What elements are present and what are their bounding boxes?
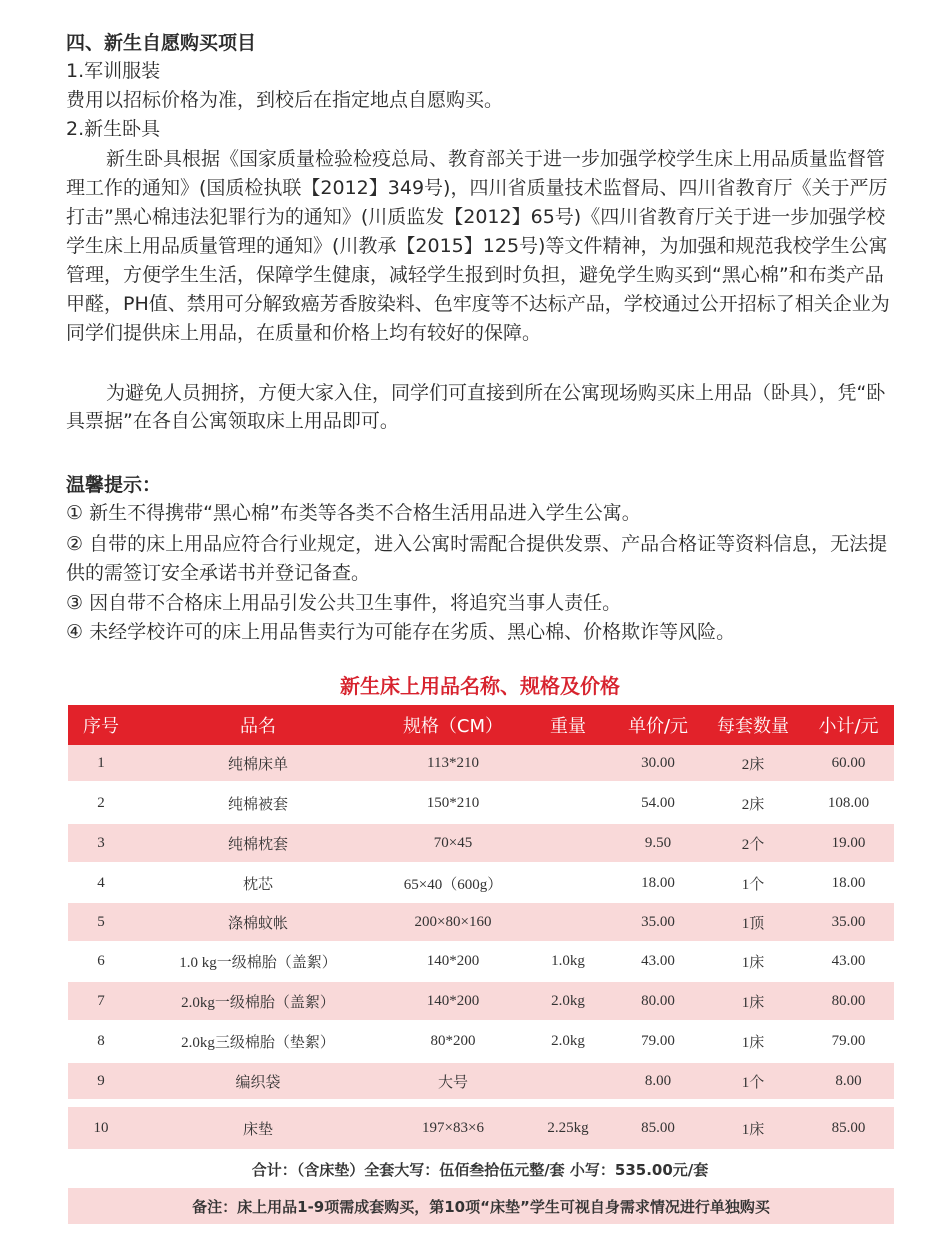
- cell-price: 8.00: [644, 1072, 672, 1089]
- cell-no: 10: [93, 1119, 109, 1136]
- item2-title: 2.新生卧具: [66, 118, 161, 140]
- tip-item: ④ 未经学校许可的床上用品售卖行为可能存在劣质、黑心棉、价格欺诈等风险。: [66, 621, 736, 643]
- header-cell: 品名: [240, 716, 276, 737]
- cell-name: 2.0kg三级棉胎（垫絮）: [181, 1034, 335, 1051]
- cell-no: 4: [97, 874, 105, 891]
- cell-subtotal: 108.00: [827, 794, 870, 811]
- table-row: [68, 824, 894, 862]
- cell-no: 9: [97, 1072, 105, 1089]
- header-cell: 每套数量: [717, 716, 789, 737]
- cell-subtotal: 18.00: [831, 874, 866, 891]
- cell-price: 79.00: [641, 1032, 675, 1049]
- cell-price: 35.00: [641, 913, 675, 930]
- table-row: [68, 942, 894, 980]
- table-row: [68, 1021, 894, 1061]
- cell-weight: 1.0kg: [551, 952, 585, 969]
- cell-qty: 2个: [741, 836, 765, 853]
- table-row: [68, 982, 894, 1020]
- table-header: [68, 705, 894, 745]
- cell-no: 7: [97, 992, 105, 1009]
- table-row: [68, 784, 894, 822]
- cell-name: 编织袋: [235, 1074, 281, 1091]
- cell-weight: 2.0kg: [551, 992, 585, 1009]
- tips-title: 温馨提示：: [66, 474, 162, 496]
- cell-spec: 197×83×6: [422, 1119, 484, 1136]
- cell-weight: [533, 745, 603, 781]
- table-row: [68, 745, 894, 781]
- table-row: [68, 864, 894, 902]
- cell-price: 80.00: [641, 992, 675, 1009]
- cell-qty: 1个: [741, 1074, 765, 1091]
- header-cell: 单价/元: [627, 716, 689, 737]
- tip-item: ② 自带的床上用品应符合行业规定，进入公寓时需配合提供发票、产品合格证等资料信息，无法提供的需签订安全承诺书并登记备查。: [66, 533, 888, 584]
- cell-subtotal: 35.00: [831, 913, 866, 930]
- cell-qty: 1顶: [741, 915, 765, 932]
- header-cell: 重量: [550, 716, 586, 737]
- cell-qty: 2床: [741, 796, 765, 813]
- cell-qty: 1床: [741, 954, 765, 971]
- cell-price: 9.50: [644, 834, 672, 851]
- cell-subtotal: 85.00: [831, 1119, 866, 1136]
- cell-no: 1: [97, 754, 105, 771]
- cell-spec: 150*210: [426, 794, 480, 811]
- cell-spec: 200×80×160: [414, 913, 492, 930]
- item1-text: 费用以招标价格为准，到校后在指定地点自愿购买。: [66, 89, 504, 111]
- tip-item: ③ 因自带不合格床上用品引发公共卫生事件，将追究当事人责任。: [66, 592, 622, 614]
- table-row: [68, 1107, 894, 1149]
- cell-weight: [533, 864, 603, 902]
- table-title: 新生床上用品名称、规格及价格: [340, 674, 620, 698]
- cell-weight: [533, 903, 603, 941]
- cell-spec: 大号: [437, 1074, 468, 1091]
- cell-name: 涤棉蚊帐: [227, 915, 288, 932]
- cell-qty: 2床: [741, 756, 765, 773]
- cell-subtotal: 43.00: [831, 952, 866, 969]
- cell-name: 纯棉枕套: [227, 836, 288, 853]
- cell-spec: 140*200: [426, 952, 480, 969]
- cell-name: 床垫: [242, 1121, 273, 1138]
- table-note: 备注：床上用品1-9项需成套购买，第10项“床垫”学生可视自身需求情况进行单独购买: [68, 1188, 894, 1224]
- cell-no: 8: [97, 1032, 105, 1049]
- tip-item: ① 新生不得携带“黑心棉”布类等各类不合格生活用品进入学生公寓。: [66, 502, 641, 524]
- cell-qty: 1床: [741, 1121, 765, 1138]
- cell-weight: 2.25kg: [547, 1119, 589, 1136]
- table-row: [68, 1063, 894, 1099]
- cell-name: 纯棉被套: [227, 796, 288, 813]
- cell-no: 2: [97, 794, 105, 811]
- cell-name: 1.0 kg一级棉胎（盖絮）: [179, 954, 337, 971]
- cell-spec: 140*200: [426, 992, 480, 1009]
- cell-name: 纯棉床单: [227, 756, 288, 773]
- header-cell: 规格（CM）: [402, 716, 504, 737]
- item1-title: 1.军训服装: [66, 60, 161, 82]
- cell-subtotal: 19.00: [831, 834, 866, 851]
- cell-price: 54.00: [641, 794, 675, 811]
- cell-weight: [533, 824, 603, 862]
- cell-subtotal: 60.00: [831, 754, 866, 771]
- cell-spec: 80*200: [430, 1032, 476, 1049]
- table-row: [68, 903, 894, 941]
- cell-price: 18.00: [641, 874, 675, 891]
- cell-weight: [533, 1063, 603, 1099]
- cell-no: 5: [97, 913, 105, 930]
- cell-subtotal: 8.00: [835, 1072, 862, 1089]
- cell-subtotal: 80.00: [831, 992, 866, 1009]
- cell-price: 43.00: [641, 952, 675, 969]
- cell-name: 2.0kg一级棉胎（盖絮）: [181, 994, 335, 1011]
- cell-spec: 70×45: [433, 834, 473, 851]
- cell-subtotal: 79.00: [831, 1032, 866, 1049]
- cell-qty: 1床: [741, 994, 765, 1011]
- cell-weight: 2.0kg: [551, 1032, 585, 1049]
- header-cell: 序号: [83, 716, 119, 737]
- cell-name: 枕芯: [242, 876, 273, 893]
- cell-no: 3: [97, 834, 105, 851]
- header-cell: 小计/元: [818, 716, 879, 737]
- cell-spec: 65×40（600g）: [403, 876, 503, 893]
- bedding-purchase-paragraph: 为避免人员拥挤，方便大家入住，同学们可直接到所在公寓现场购买床上用品（卧具），凭“卧具票据”在各自公寓领取床上用品即可。: [66, 382, 886, 432]
- cell-spec: 113*210: [427, 754, 479, 771]
- cell-qty: 1个: [741, 876, 765, 893]
- cell-price: 85.00: [641, 1119, 675, 1136]
- cell-qty: 1床: [741, 1034, 765, 1051]
- cell-no: 6: [97, 952, 105, 969]
- table-summary: 合计：（含床垫）全套大写：伍佰叁拾伍元整/套 小写：535.00元/套: [251, 1161, 709, 1179]
- bedding-paragraph: 新生卧具根据《国家质量检验检疫总局、教育部关于进一步加强学校学生床上用品质量监督管理工作的通知》(国质检执联【2012】349号)，四川省质量技术监督局、四川省教育厅《关于严厉打击”黑心棉违法犯罪行为的通知》(川质监发【2012】65号)《四川省教育厅关于进一步加强学校学生床上用品质量管理的通知》(川教承【2015】125号)等文件精神，为加强和规范我校学生公寓管理，方便学生生活，保障学生健康，减轻学生报到时负担，避免学生购买到“黑心棉”和布类产品甲醛，PH值、禁用可分解致癌芳香胺染料、色牢度等不达标产品，学校通过公开招标了相关企业为同学们提供床上用品，在质量和价格上均有较好的保障。: [66, 148, 890, 344]
- section-heading: 四、新生自愿购买项目: [66, 32, 257, 54]
- cell-weight: [533, 784, 603, 822]
- cell-price: 30.00: [641, 754, 675, 771]
